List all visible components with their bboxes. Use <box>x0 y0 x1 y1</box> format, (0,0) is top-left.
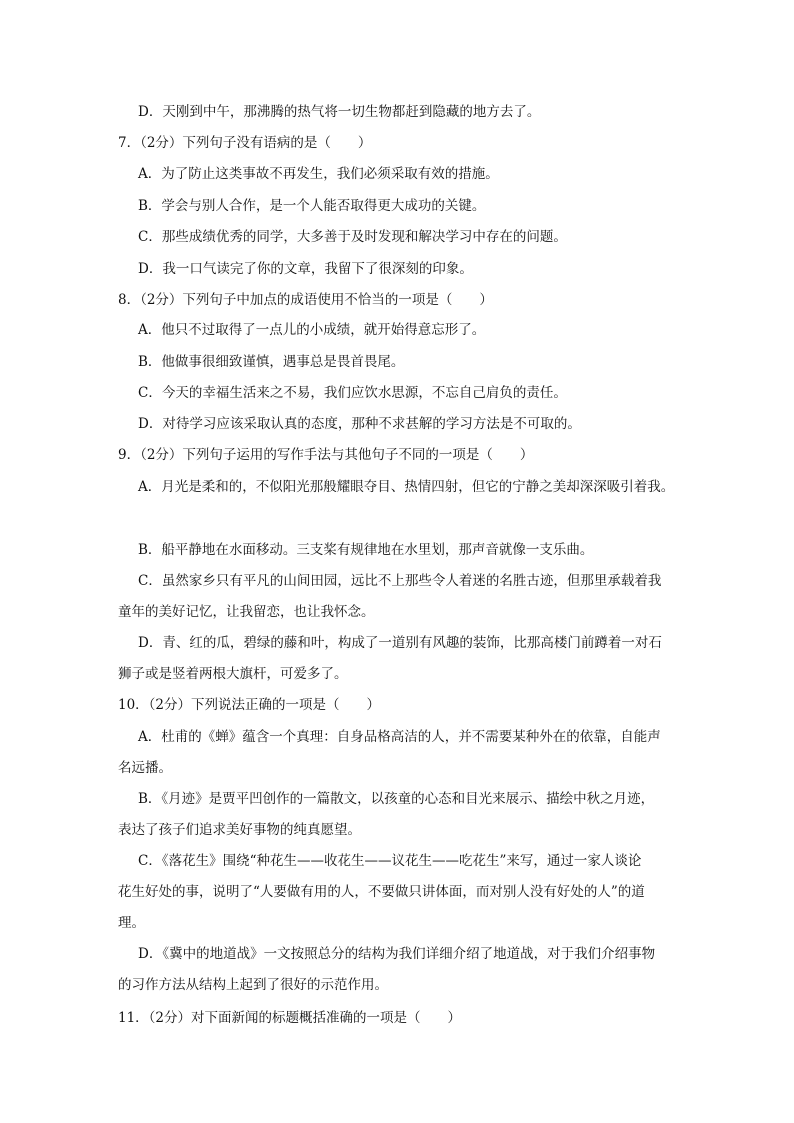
option-9-a: A．月光是柔和的，不似阳光那般耀眼夺目、热情四射，但它的宁静之美却深深吸引着我。 <box>138 479 675 495</box>
option-10-c: C．《落花生》围绕“种花生——收花生——议花生——吃花生”来写，通过一家人谈论 <box>138 853 642 869</box>
question-8-stem: 8．（2分）下列句子中加点的成语使用不恰当的一项是（ ） <box>118 292 493 308</box>
option-10-b-continued: 表达了孩子们追求美好事物的纯真愿望。 <box>118 822 361 838</box>
option-7-d: D．我一口气读完了你的文章，我留下了很深刻的印象。 <box>138 261 473 277</box>
option-9-c: C．虽然家乡只有平凡的山间田园，远比不上那些令人着迷的名胜古迹，但那里承载着我 <box>138 573 662 589</box>
question-9-stem: 9．（2分）下列句子运用的写作手法与其他句子不同的一项是（ ） <box>118 447 534 463</box>
option-10-a: A．杜甫的《蝉》蕴含一个真理：自身品格高洁的人，并不需要某种外在的依靠，自能声 <box>138 729 661 745</box>
option-7-a: A．为了防止这类事故不再发生，我们必须采取有效的措施。 <box>138 166 499 182</box>
option-10-c-continued-2: 理。 <box>118 915 145 931</box>
question-7-stem: 7．（2分）下列句子没有语病的是（ ） <box>118 135 372 151</box>
option-6-d: D．天刚到中午，那沸腾的热气将一切生物都赶到隐藏的地方去了。 <box>138 104 541 120</box>
option-10-b: B．《月迹》是贾平凹创作的一篇散文，以孩童的心态和目光来展示、描绘中秋之月迹， <box>138 791 655 807</box>
question-11-stem: 11．（2分）对下面新闻的标题概括准确的一项是（ ） <box>118 1010 462 1026</box>
option-9-c-continued: 童年的美好记忆，让我留恋，也让我怀念。 <box>118 604 375 620</box>
option-10-d: D．《冀中的地道战》一文按照总分的结构为我们详细介绍了地道战，对于我们介绍事物 <box>138 946 656 962</box>
option-9-d-continued: 狮子或是竖着两根大旗杆，可爱多了。 <box>118 666 348 682</box>
question-10-stem: 10．（2分）下列说法正确的一项是（ ） <box>118 697 381 713</box>
option-10-a-continued: 名远播。 <box>118 760 172 776</box>
option-7-b: B．学会与别人合作，是一个人能否取得更大成功的关键。 <box>138 198 486 214</box>
option-8-b: B．他做事很细致谨慎，遇事总是畏首畏尾。 <box>138 354 405 370</box>
option-10-c-continued: 花生好处的事，说明了“人要做有用的人，不要做只讲体面，而对别人没有好处的人”的道 <box>118 884 645 900</box>
option-9-d: D．青、红的瓜，碧绿的藤和叶，构成了一道别有风趣的装饰，比那高楼门前蹲着一对石 <box>138 635 662 651</box>
option-9-b: B．船平静地在水面移动。三支桨有规律地在水里划，那声音就像一支乐曲。 <box>138 542 594 558</box>
option-8-a: A．他只不过取得了一点儿的小成绩，就开始得意忘形了。 <box>138 322 486 338</box>
option-8-c: C．今天的幸福生活来之不易，我们应饮水思源，不忘自己肩负的责任。 <box>138 385 567 401</box>
option-8-d: D．对待学习应该采取认真的态度，那种不求甚解的学习方法是不可取的。 <box>138 416 581 432</box>
option-7-c: C．那些成绩优秀的同学，大多善于及时发现和解决学习中存在的问题。 <box>138 229 567 245</box>
option-10-d-continued: 的习作方法从结构上起到了很好的示范作用。 <box>118 977 388 993</box>
